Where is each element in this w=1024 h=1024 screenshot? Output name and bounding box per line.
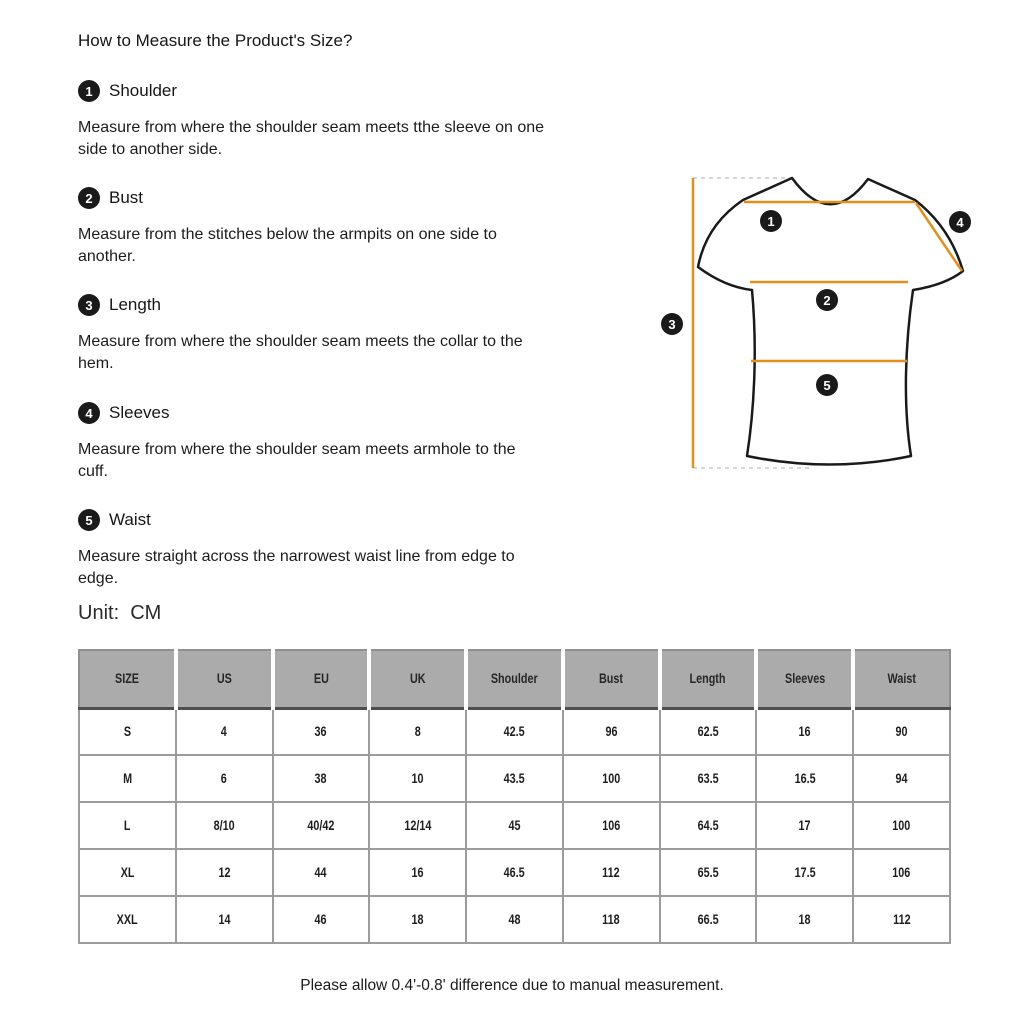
diagram-marker-2: 2 [816,289,838,311]
size-cell: M [79,755,176,802]
diagram-marker-5: 5 [816,374,838,396]
description-line: side to another side. [78,141,223,158]
description-line: Measure from where the shoulder seam meets tthe sleeve on one [78,119,545,136]
unit-label: Unit: CM [78,602,162,624]
description-line: Measure from where the shoulder seam meets the collar to the [78,333,523,350]
size-table [78,649,951,944]
tshirt-diagram-svg [650,165,980,485]
size-cell: 8 [369,708,466,755]
size-cell: 106 [563,802,660,849]
section-description [78,224,608,268]
header-cell: Waist [853,650,950,708]
table-row [79,755,950,802]
diagram-marker-3: 3 [661,313,683,335]
size-cell: 66.5 [660,896,757,943]
header-cell: UK [369,650,466,708]
table-row [79,802,950,849]
section-description [78,331,608,375]
section-title: Shoulder [109,81,178,100]
section-bust [78,187,608,268]
size-cell: S [79,708,176,755]
table-row [79,708,950,755]
size-cell: 12/14 [369,802,466,849]
size-cell: 46 [273,896,370,943]
table-header-row [79,650,950,708]
size-cell: 62.5 [660,708,757,755]
footer-note: Please allow 0.4'-0.8' difference due to manual measurement. [300,977,724,994]
section-title: Length [109,295,161,314]
section-description [78,546,608,590]
size-cell: 8/10 [176,802,273,849]
header-cell: Length [660,650,757,708]
size-cell: 17 [756,802,853,849]
size-cell: 18 [369,896,466,943]
table-row [79,849,950,896]
size-cell: 18 [756,896,853,943]
section-description [78,117,608,161]
size-cell: 16.5 [756,755,853,802]
diagram-marker-1: 1 [760,210,782,232]
size-cell: 16 [756,708,853,755]
size-cell: 112 [853,896,950,943]
length-number-badge: 3 [78,294,100,316]
section-title: Bust [109,188,144,207]
size-cell: 10 [369,755,466,802]
bust-number-badge: 2 [78,187,100,209]
section-length [78,294,608,375]
size-cell: 94 [853,755,950,802]
size-cell: 100 [853,802,950,849]
size-cell: 36 [273,708,370,755]
size-cell: 90 [853,708,950,755]
size-cell: 40/42 [273,802,370,849]
table-row [79,896,950,943]
size-cell: 16 [369,849,466,896]
shoulder-number-badge: 1 [78,80,100,102]
description-line: cuff. [78,463,108,480]
size-cell: 64.5 [660,802,757,849]
tshirt-diagram [650,165,980,485]
description-line: edge. [78,570,119,587]
page-title: How to Measure the Product's Size? [78,31,353,50]
header-cell: Shoulder [466,650,563,708]
size-cell: XXL [79,896,176,943]
description-line: Measure straight across the narrowest waist line from edge to [78,548,515,565]
size-cell: 65.5 [660,849,757,896]
size-cell: 12 [176,849,273,896]
size-cell: 38 [273,755,370,802]
size-cell: 96 [563,708,660,755]
size-cell: 17.5 [756,849,853,896]
diagram-marker-4: 4 [949,211,971,233]
size-cell: 118 [563,896,660,943]
size-cell: L [79,802,176,849]
description-line: Measure from the stitches below the armpits on one side to [78,226,497,243]
section-title: Sleeves [109,403,170,422]
size-cell: 106 [853,849,950,896]
header-cell: EU [273,650,370,708]
size-cell: XL [79,849,176,896]
size-cell: 48 [466,896,563,943]
header-cell: US [176,650,273,708]
description-line: hem. [78,355,114,372]
waist-number-badge: 5 [78,509,100,531]
section-shoulder [78,80,608,161]
tshirt-outline [698,178,963,465]
size-cell: 44 [273,849,370,896]
description-line: another. [78,248,136,265]
size-cell: 46.5 [466,849,563,896]
size-cell: 100 [563,755,660,802]
section-sleeves [78,402,608,483]
description-line: Measure from where the shoulder seam meets armhole to the [78,441,516,458]
section-title: Waist [109,510,151,529]
size-cell: 14 [176,896,273,943]
header-cell: Bust [563,650,660,708]
size-cell: 45 [466,802,563,849]
size-cell: 6 [176,755,273,802]
header-cell: Sleeves [756,650,853,708]
section-description [78,439,608,483]
sleeves-number-badge: 4 [78,402,100,424]
size-cell: 112 [563,849,660,896]
size-cell: 42.5 [466,708,563,755]
section-waist [78,509,608,590]
size-cell: 4 [176,708,273,755]
size-cell: 63.5 [660,755,757,802]
size-cell: 43.5 [466,755,563,802]
header-cell: SIZE [79,650,176,708]
